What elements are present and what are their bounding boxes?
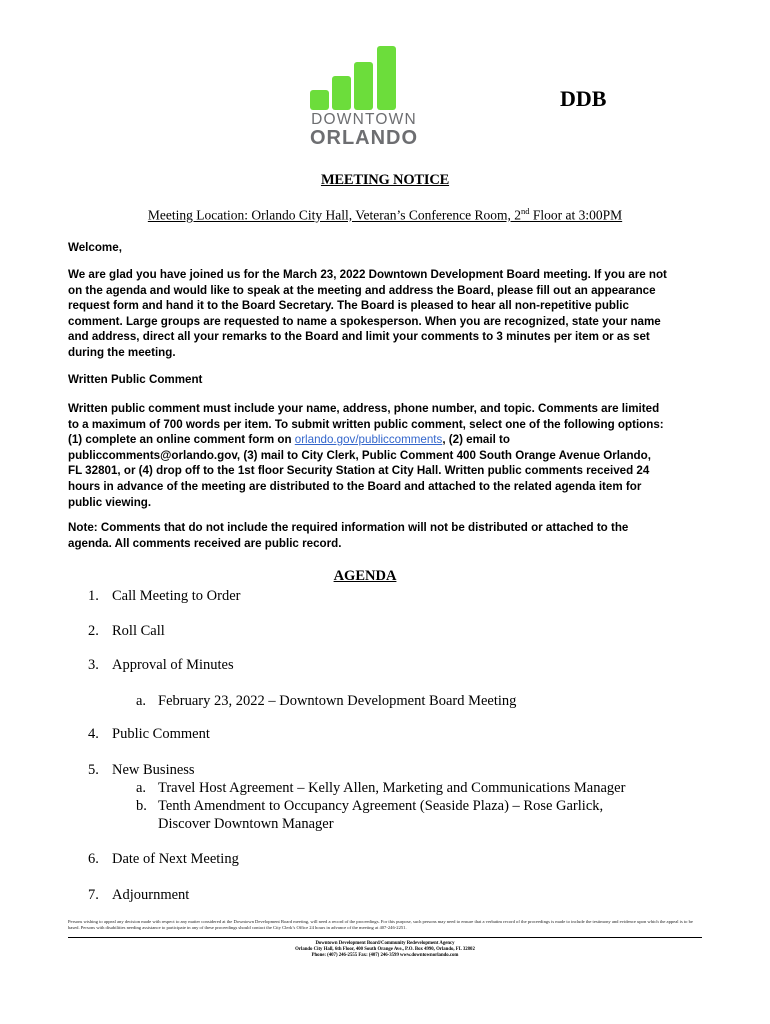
agenda-item-text: New Business	[112, 762, 195, 778]
meeting-location	[0, 206, 770, 224]
agenda-subitem-5b-continued	[136, 815, 334, 833]
agenda-item-text: Approval of Minutes	[112, 657, 234, 673]
agenda-item-7	[88, 886, 189, 904]
legal-disclaimer: Persons wishing to appeal any decision made with respect to any matter considered at the Downtown Development Board meeting, will need a record of the proceedings. For this purpose, such persons may need to ensure that a verbatim record of the proceedings is made to include the testimony and evidence upon which the appeal is to be based. Persons with disabilities needing assistance to participate in any of these proceedings should contact the City Clerk’s Office 24 hours in advance of the meeting at 407-246-2251.	[68, 919, 693, 930]
agenda-item-number: 2.	[88, 623, 99, 639]
written-before-link: Written public comment must include your name, address, phone number, and topic. Comments are limited to a maximum of 700 words per item. To submit written public comment, select one of the following options: (1) complete an online comment form on	[68, 402, 664, 447]
agenda-item-text: Public Comment	[112, 726, 210, 742]
agenda-item-number: 4.	[88, 726, 99, 742]
welcome-text: Welcome,	[68, 241, 122, 254]
agenda-item-3	[88, 656, 234, 674]
footer-line-1: Downtown Development Board/Community Redevelopment Agency	[315, 941, 455, 946]
location-suffix: Floor at 3:00PM	[529, 207, 623, 223]
logo-text-orlando: ORLANDO	[309, 127, 419, 149]
footer-divider	[68, 937, 702, 938]
agenda-item-text: Roll Call	[112, 623, 165, 639]
logo-bars-icon	[310, 44, 418, 110]
public-comments-link[interactable]: orlando.gov/publiccomments	[294, 433, 443, 447]
downtown-orlando-logo	[306, 44, 422, 148]
subitem-text: Travel Host Agreement – Kelly Allen, Marketing and Communications Manager	[158, 780, 626, 796]
subitem-letter: b.	[136, 798, 147, 814]
location-sup: nd	[521, 206, 530, 216]
subitem-text: Discover Downtown Manager	[158, 816, 334, 832]
agenda-item-number: 3.	[88, 657, 99, 673]
intro-paragraph: We are glad you have joined us for the March 23, 2022 Downtown Development Board meeting. If you are not on the agenda and would like to speak at the meeting and address the Board, please fill out an appearance request form and hand it to the Board Secretary. The Board is pleased to hear all non-repetitive public comment. Large groups are requested to name a spokesperson. When you are recognized, state your name and address, direct all your remarks to the Board and limit your comments to 3 minutes per item or as set during the meeting.	[68, 268, 667, 359]
subitem-letter: a.	[136, 693, 147, 709]
agenda-subitem-5a	[136, 779, 625, 797]
location-prefix: Meeting Location: Orlando City Hall, Veteran’s Conference Room, 2	[147, 207, 522, 223]
note-paragraph: Note: Comments that do not include the required information will not be distributed or attached to the agenda. All comments received are public record.	[68, 521, 629, 550]
agenda-item-6	[88, 850, 239, 868]
agenda-subitem-3a	[136, 692, 516, 710]
notice-title: MEETING NOTICE	[320, 172, 450, 188]
agenda-item-text: Adjournment	[112, 887, 190, 903]
agenda-item-1	[88, 587, 240, 605]
written-after-link: , (2) email to publiccomments@orlando.gov, (3) mail to City Clerk, Public Comment 400 South Orange Avenue Orlando, FL 32801, or (4) drop off to the 1st floor Security Station at City Hall. Written public comments received 24 hours in advance of the meeting are distributed to the Board and attached to the related agenda item for public viewing.	[68, 433, 651, 509]
agenda-item-5	[88, 761, 195, 779]
footer-line-2: Orlando City Hall, 6th Floor, 400 South Orange Ave., P.O. Box 4990, Orlando, FL 32802	[295, 947, 475, 952]
agenda-title: AGENDA	[333, 568, 397, 584]
agenda-item-number: 7.	[88, 887, 99, 903]
agenda-item-4	[88, 725, 210, 743]
subitem-text: Tenth Amendment to Occupancy Agreement (Seaside Plaza) – Rose Garlick,	[158, 798, 604, 814]
written-comment-paragraph	[68, 401, 668, 510]
subitem-letter: a.	[136, 780, 147, 796]
agenda-item-text: Call Meeting to Order	[112, 588, 241, 604]
logo-text-downtown: DOWNTOWN	[311, 111, 417, 128]
corner-label: DDB	[560, 86, 607, 111]
agenda-item-number: 6.	[88, 851, 99, 867]
footer-line-3: Phone: (407) 246-2555 Fax: (407) 246-3599 www.downtownorlando.com	[311, 953, 459, 958]
agenda-item-2	[88, 622, 165, 640]
agenda-subitem-5b	[136, 797, 603, 815]
subitem-text: February 23, 2022 – Downtown Development Board Meeting	[158, 693, 517, 709]
agenda-item-text: Date of Next Meeting	[112, 851, 239, 867]
agenda-item-number: 5.	[88, 762, 99, 778]
agenda-item-number: 1.	[88, 588, 99, 604]
written-comment-heading: Written Public Comment	[68, 373, 203, 386]
